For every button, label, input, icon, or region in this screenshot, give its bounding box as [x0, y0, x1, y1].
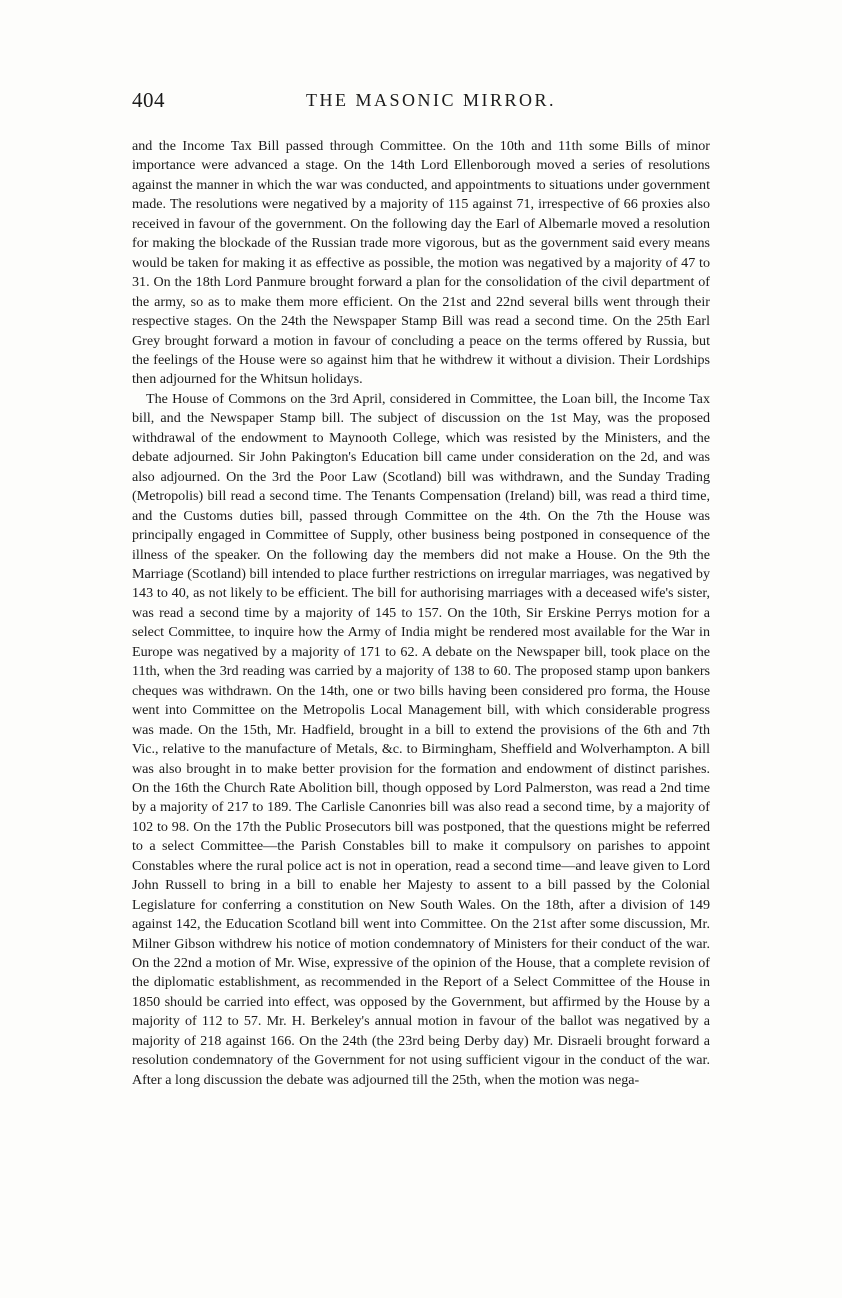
page-header — [132, 88, 710, 116]
paragraph-commons-proceedings: The House of Commons on the 3rd April, considered in Committee, the Loan bill, the Income Tax bill, and the Newspaper Stamp bill. The subject of discussion on the 1st May, was the proposed withdrawal of the endowment to Maynooth College, which was resisted by the Ministers, and the debate adjourned. Sir John Pakington's Education bill came under consideration on the 2d, and was also adjourned. On the 3rd the Poor Law (Scotland) bill was withdrawn, and the Sunday Trading (Metropolis) bill read a second time. The Tenants Compensation (Ireland) bill, was read a third time, and the Customs duties bill, passed through Committee on the 4th. On the 7th the House was principally engaged in Committee of Supply, other business being postponed in consequence of the illness of the speaker. On the following day the members did not make a House. On the 9th the Marriage (Scotland) bill intended to place further restrictions on irregular marriages, was negatived by 143 to 40, as not likely to be efficient. The bill for authorising marriages with a deceased wife's sister, was read a second time by a majority of 145 to 157. On the 10th, Sir Erskine Perrys motion for a select Committee, to inquire how the Army of India might be rendered most available for the War in Europe was negatived by a majority of 171 to 62. A debate on the Newspaper bill, took place on the 11th, when the 3rd reading was carried by a majority of 138 to 60. The proposed stamp upon bankers cheques was withdrawn. On the 14th, one or two bills having been considered pro forma, the House went into Committee on the Metropolis Local Management bill, with which considerable progress was made. On the 15th, Mr. Hadfield, brought in a bill to extend the provisions of the 6th and 7th Vic., relative to the manufacture of Metals, &c. to Birmingham, Sheffield and Wolverhampton. A bill was also brought in to make better provision for the formation and endowment of distinct parishes. On the 16th the Church Rate Abolition bill, though opposed by Lord Palmerston, was read a 2nd time by a majority of 217 to 189. The Carlisle Canonries bill was also read a second time, by a majority of 102 to 98. On the 17th the Public Prosecutors bill was postponed, that the questions might be referred to a select Committee—the Parish Constables bill to make it compulsory on parishes to appoint Constables where the rural police act is not in operation, read a second time—and leave given to Lord John Russell to bring in a bill to enable her Majesty to assent to a bill passed by the Colonial Legislature for conferring a constitution on New South Wales. On the 18th, after a division of 149 against 142, the Education Scotland bill went into Committee. On the 21st after some discussion, Mr. Milner Gibson withdrew his notice of motion condemnatory of Ministers for their conduct of the war. On the 22nd a motion of Mr. Wise, expressive of the opinion of the House, that a complete revision of the diplomatic establishment, as recommended in the Report of a Select Committee of the House in 1850 should be carried into effect, was opposed by the Government, but affirmed by the House by a majority of 112 to 57. Mr. H. Berkeley's annual motion in favour of the ballot was negatived by a majority of 218 against 166. On the 24th (the 23rd being Derby day) Mr. Disraeli brought forward a resolution condemnatory of the Government for not using sufficient vigour in the conduct of the war. After a long discussion the debate was adjourned till the 25th, when the motion was nega- — [132, 390, 710, 1088]
article-body — [132, 137, 710, 1090]
paragraph-lords-proceedings: and the Income Tax Bill passed through Committee. On the 10th and 11th some Bills of minor importance were advanced a stage. On the 14th Lord Ellenborough moved a series of resolutions against the manner in which the war was conducted, and appointments to situations under government made. The resolutions were negatived by a majority of 115 against 71, irrespective of 66 proxies also received in favour of the government. On the following day the Earl of Albemarle moved a resolution for making the blockade of the Russian trade more vigorous, but as the government said every means would be taken for making it as effective as possible, the motion was negatived by a majority of 47 to 31. On the 18th Lord Panmure brought forward a plan for the consolidation of the civil department of the army, so as to make them more efficient. On the 21st and 22nd several bills went through their respective stages. On the 24th the Newspaper Stamp Bill was read a second time. On the 25th Earl Grey brought forward a motion in favour of concluding a peace on the terms offered by Russia, but the feelings of the House were so against him that he withdrew it without a division. Their Lordships then adjourned for the Whitsun holidays. — [132, 138, 710, 388]
page-number: 404 — [132, 88, 165, 112]
running-title: THE MASONIC MIRROR. — [305, 90, 557, 110]
